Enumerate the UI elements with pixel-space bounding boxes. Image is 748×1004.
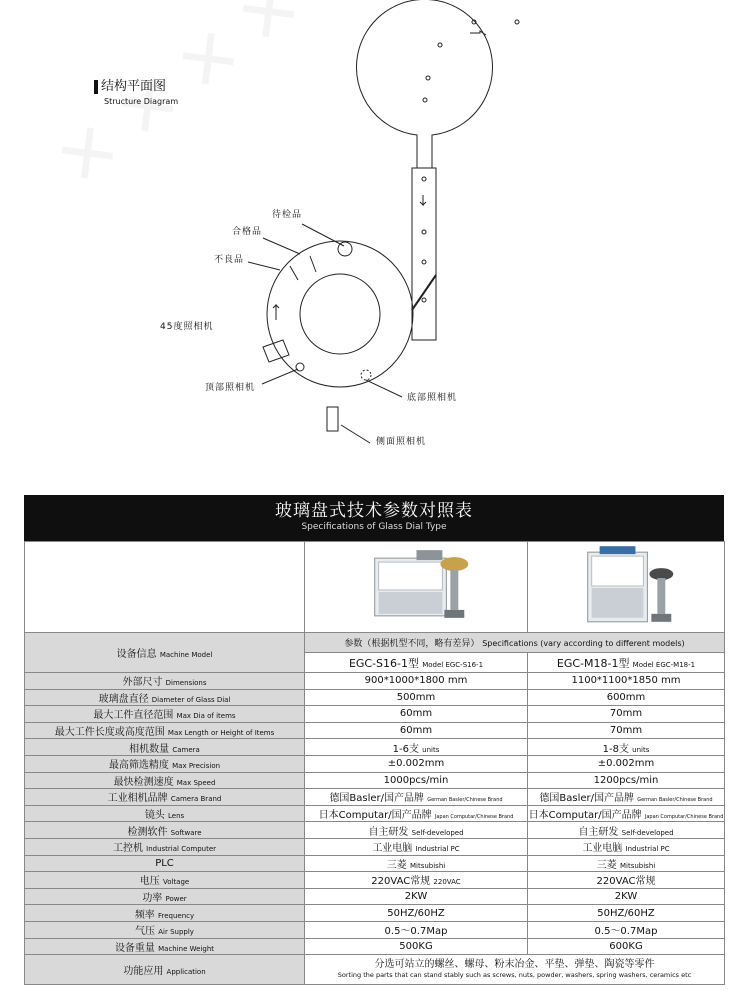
spec-value-1-cell: [305, 689, 528, 706]
spec-row: [25, 888, 725, 905]
spec-value-2: 220VAC常规: [596, 876, 656, 888]
spec-value-1-cell: [305, 888, 528, 905]
spec-value-2-en: Mitsubishi: [619, 861, 656, 870]
spec-value-2-en: units: [632, 745, 650, 754]
spec-value-1: ±0.002mm: [387, 758, 445, 770]
param-header-row: [25, 633, 725, 653]
spec-key-cn: 最高筛选精度: [108, 760, 169, 772]
spec-value-2-cell: [528, 722, 725, 739]
spec-row: [25, 739, 725, 756]
application-value-en: Sorting the parts that can stand stably such as screws, nuts, powder, washers, spring washers, ceramics etc: [337, 970, 692, 979]
spec-key-cell: [25, 888, 305, 905]
spec-row: [25, 905, 725, 922]
spec-value-1: 2KW: [404, 891, 428, 903]
label-bottom-camera: 底部照相机: [407, 393, 458, 403]
spec-value-1: 50HZ/60HZ: [387, 907, 445, 919]
spec-value-2-cell: [528, 905, 725, 922]
spec-key-cell: [25, 689, 305, 706]
spec-value-2-cell: [528, 888, 725, 905]
spec-value-2: 70mm: [609, 725, 643, 737]
spec-value-2: 三菱: [596, 859, 617, 871]
spec-value-2: 2KW: [614, 891, 638, 903]
spec-value-1: 自主研发: [368, 826, 409, 838]
spec-value-1-cell: [305, 772, 528, 789]
spec-key-cell: [25, 838, 305, 855]
model-2-photo-cell: [528, 542, 725, 633]
spec-key-cn: PLC: [155, 857, 174, 869]
spec-value-2: 工业电脑: [582, 843, 623, 855]
spec-key-cn: 相机数量: [129, 743, 170, 755]
spec-key-en: Industrial Computer: [146, 845, 217, 854]
spec-row: [25, 921, 725, 938]
spec-key-cn: 电压: [139, 876, 160, 888]
spec-value-1-cell: [305, 938, 528, 955]
application-row: [25, 955, 725, 985]
spec-value-1: 工业电脑: [372, 843, 413, 855]
spec-value-2: 70mm: [609, 708, 643, 720]
spec-row: [25, 838, 725, 855]
spec-value-2: 600mm: [606, 691, 646, 703]
dial-arrow: [273, 305, 279, 320]
spec-value-2: 1200pcs/min: [593, 774, 659, 786]
model-2-cell: [528, 653, 725, 673]
model-1-cell: [305, 653, 528, 673]
table-title-band: [24, 495, 724, 541]
spec-key-cell: [25, 673, 305, 690]
spec-key-cn: 镜头: [144, 810, 165, 822]
spec-key-cn: 外部尺寸: [122, 677, 163, 689]
spec-row: [25, 706, 725, 723]
spec-value-2-en: Industrial PC: [625, 845, 670, 854]
spec-value-2-cell: [528, 755, 725, 772]
spec-value-2-en: Self-developed: [621, 828, 674, 837]
spec-value-2: 德国Basler/国产品牌: [539, 793, 635, 805]
spec-value-2-cell: [528, 838, 725, 855]
spec-key-en: Max Length or Height of Items: [167, 729, 275, 738]
spec-value-2-cell: [528, 872, 725, 889]
spec-value-1-cell: [305, 789, 528, 806]
spec-row: [25, 722, 725, 739]
spec-value-1: 德国Basler/国产品牌: [329, 793, 425, 805]
feed-track: [412, 168, 436, 340]
spec-value-1-en: Self-developed: [411, 828, 464, 837]
spec-row: [25, 872, 725, 889]
spec-value-2: 50HZ/60HZ: [597, 907, 655, 919]
heading-en: Structure Diagram: [104, 97, 179, 106]
spec-key-cell: [25, 805, 305, 822]
spec-value-2-cell: [528, 789, 725, 806]
glass-dial: [267, 241, 413, 387]
spec-key-cell: [25, 755, 305, 772]
spec-key-en: Max Speed: [176, 778, 216, 787]
spec-row: [25, 855, 725, 872]
model-2-machine-image: [528, 542, 724, 628]
spec-value-2-cell: [528, 822, 725, 839]
table-title-cn: 玻璃盘式技术参数对照表: [275, 501, 473, 521]
spec-value-1-cell: [305, 872, 528, 889]
param-header-cell: [305, 633, 725, 653]
label-top-camera: 顶部照相机: [205, 383, 256, 393]
spec-value-2: 1-8支: [602, 743, 629, 755]
machine-info-cn: 设备信息: [116, 649, 157, 660]
spec-key-en: Dimensions: [165, 679, 207, 688]
spec-value-2-cell: [528, 855, 725, 872]
spec-key-en: Software: [170, 828, 202, 837]
spec-value-1: 1000pcs/min: [383, 774, 449, 786]
spec-value-1-cell: [305, 673, 528, 690]
spec-value-1-cell: [305, 755, 528, 772]
spec-row: [25, 673, 725, 690]
spec-key-cell: [25, 872, 305, 889]
spec-value-2-cell: [528, 673, 725, 690]
spec-value-1: 60mm: [399, 708, 433, 720]
spec-value-1-cell: [305, 855, 528, 872]
spec-value-2-cell: [528, 772, 725, 789]
spec-key-cn: 工控机: [112, 843, 143, 855]
spec-value-2: 日本Computar/国产品牌: [528, 810, 642, 822]
feeder-bowl: [357, 0, 493, 168]
spec-value-2: 自主研发: [578, 826, 619, 838]
spec-value-1: 500KG: [399, 940, 433, 952]
spec-value-2-cell: [528, 805, 725, 822]
spec-value-1: 500mm: [396, 691, 436, 703]
photo-blank-cell: [25, 542, 305, 633]
spec-value-2-cell: [528, 739, 725, 756]
spec-key-cn: 最大工件直径范围: [93, 710, 174, 722]
label-side-camera: 侧面照相机: [376, 437, 427, 447]
spec-value-1: 三菱: [386, 859, 407, 871]
spec-rows: [25, 673, 725, 955]
spec-key-cn: 检测软件: [127, 826, 168, 838]
track-arrow: [420, 195, 426, 205]
spec-value-1-en: units: [422, 745, 440, 754]
photo-row: [25, 542, 725, 633]
spec-value-1-en: German Basler/Chinese Brand: [427, 797, 503, 804]
spec-value-1-cell: [305, 722, 528, 739]
label-camera-45: 45度照相机: [160, 322, 214, 332]
spec-key-cell: [25, 921, 305, 938]
spec-key-en: Max Dia of items: [176, 712, 236, 721]
spec-key-cn: 工业相机品牌: [107, 793, 168, 805]
spec-value-1-en: Mitsubishi: [409, 861, 446, 870]
model-2-name: EGC-M18-1型: [556, 656, 630, 670]
bottom-camera: [361, 370, 371, 380]
structure-diagram: [0, 0, 748, 470]
spec-key-cell: [25, 938, 305, 955]
spec-value-1: 900*1000*1800 mm: [364, 675, 468, 687]
spec-value-2-en: Japan Computar/Chinese Brand: [644, 814, 724, 821]
spec-key-en: Frequency: [158, 911, 195, 920]
spec-key-cell: [25, 822, 305, 839]
spec-value-1-cell: [305, 706, 528, 723]
spec-value-1: 60mm: [399, 725, 433, 737]
spec-value-1-en: Japan Computar/Chinese Brand: [434, 814, 514, 821]
spec-value-2: ±0.002mm: [597, 758, 655, 770]
spec-key-en: Air Supply: [158, 928, 194, 937]
spec-key-cell: [25, 739, 305, 756]
label-pending: 待检品: [272, 210, 303, 220]
spec-value-2-cell: [528, 706, 725, 723]
spec-row: [25, 755, 725, 772]
model-2-en: Model EGC-M18-1: [632, 660, 696, 669]
spec-value-1: 220VAC常规: [371, 876, 431, 888]
spec-value-1-en: 220VAC: [433, 878, 461, 887]
spec-key-cell: [25, 905, 305, 922]
spec-value-1-cell: [305, 822, 528, 839]
spec-row: [25, 772, 725, 789]
spec-value-1-cell: [305, 739, 528, 756]
spec-row: [25, 805, 725, 822]
spec-value-1-cell: [305, 905, 528, 922]
model-1-photo-cell: [305, 542, 528, 633]
param-header-en: Specifications (vary according to different models): [482, 639, 685, 648]
table-title-en: Specifications of Glass Dial Type: [301, 522, 447, 532]
spec-table: [24, 541, 725, 985]
guide-rail: [412, 275, 436, 310]
spec-value-1-cell: [305, 921, 528, 938]
spec-value-1: 日本Computar/国产品牌: [318, 810, 432, 822]
spec-row: [25, 822, 725, 839]
spec-key-cn: 功率: [142, 893, 163, 905]
spec-value-1-en: Industrial PC: [415, 845, 460, 854]
spec-key-en: Voltage: [162, 878, 190, 887]
spec-key-cell: [25, 772, 305, 789]
machine-info-cell: [25, 633, 305, 673]
spec-key-en: Power: [165, 895, 187, 904]
spec-key-cn: 设备重量: [114, 942, 155, 954]
spec-key-en: Camera Brand: [170, 795, 222, 804]
spec-value-2-en: German Basler/Chinese Brand: [637, 797, 713, 804]
spec-value-2: 600KG: [609, 940, 643, 952]
spec-row: [25, 689, 725, 706]
spec-key-en: Machine Weight: [158, 944, 215, 953]
spec-row: [25, 938, 725, 955]
spec-key-en: Max Precision: [172, 762, 221, 771]
application-value-cell: [305, 955, 725, 985]
spec-value-1-cell: [305, 805, 528, 822]
spec-key-en: Diameter of Glass Dial: [151, 695, 231, 704]
heading-cn: 结构平面图: [101, 79, 167, 94]
spec-value-2-cell: [528, 938, 725, 955]
spec-key-en: Lens: [168, 812, 185, 821]
label-defective: 不良品: [214, 255, 245, 265]
spec-key-en: Camera: [172, 745, 200, 754]
spec-key-cell: [25, 789, 305, 806]
dial-center: [300, 274, 380, 354]
spec-key-cell: [25, 855, 305, 872]
label-qualified: 合格品: [232, 227, 263, 237]
spec-value-2-cell: [528, 689, 725, 706]
spec-key-cell: [25, 706, 305, 723]
application-value-cn: 分选可站立的螺丝、螺母、粉末冶金、平垫、弹垫、陶瓷等零件: [374, 958, 655, 970]
spec-key-cn: 最快检测速度: [113, 776, 174, 788]
application-label-cell: [25, 955, 305, 985]
defective-slot: [290, 266, 298, 280]
spec-key-cn: 气压: [135, 926, 156, 938]
model-1-en: Model EGC-S16-1: [422, 660, 484, 669]
param-header-cn: 参数（根据机型不同，略有差异）: [344, 639, 480, 649]
spec-value-1-cell: [305, 838, 528, 855]
qualified-slot: [310, 256, 316, 272]
application-en: Application: [166, 968, 206, 977]
spec-key-cn: 频率: [134, 909, 155, 921]
application-cn: 功能应用: [123, 966, 164, 978]
machine-info-en: Machine Model: [159, 651, 213, 659]
side-camera: [327, 407, 338, 431]
camera-45: [263, 340, 289, 362]
spec-key-cell: [25, 722, 305, 739]
spec-value-2-cell: [528, 921, 725, 938]
model-1-name: EGC-S16-1型: [348, 656, 420, 670]
spec-value-2: 1100*1100*1850 mm: [571, 675, 681, 687]
spec-key-cn: 玻璃盘直径: [98, 693, 149, 705]
spec-key-cn: 最大工件长度或高度范围: [54, 727, 165, 739]
spec-value-1: 1-6支: [392, 743, 419, 755]
spec-value-1: 0.5～0.7Map: [384, 926, 448, 938]
spec-value-2: 0.5～0.7Map: [594, 926, 658, 938]
spec-row: [25, 789, 725, 806]
model-1-machine-image: [305, 542, 527, 628]
